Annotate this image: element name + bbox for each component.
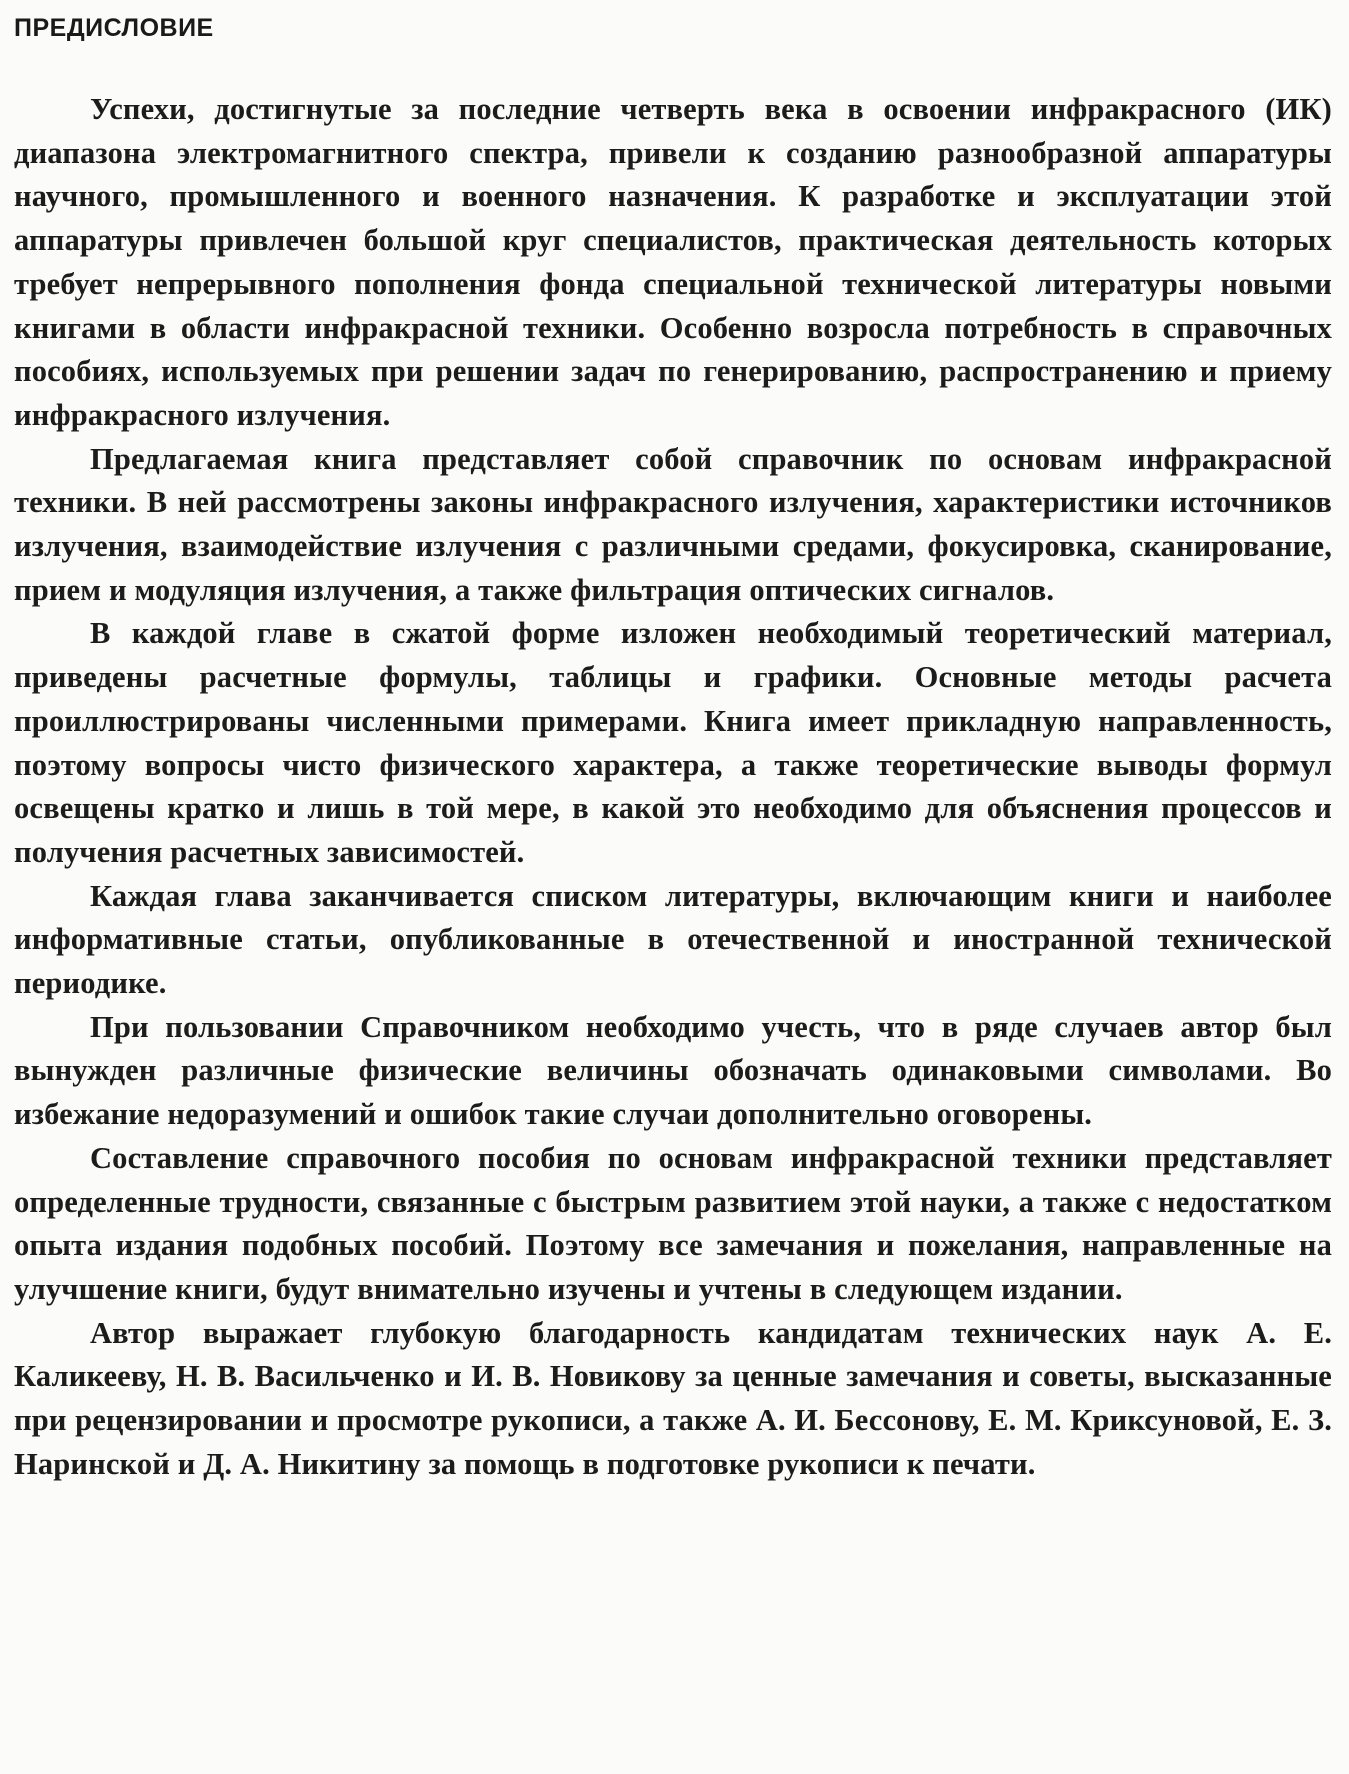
paragraph: Успехи, достигнутые за последние четверть века в освоении инфракрасного (ИК) диапазона электромагнитного спектра, привели к созданию разнообразной аппаратуры научного, промышленного и военного назначения. К разработке и эксплуатации этой аппаратуры привлечен большой круг специалистов, практическая деятельность которых требует непрерывного пополнения фонда специальной технической литературы новыми книгами в области инфракрасной техники. Особенно возросла потребность в справочных пособиях, используемых при решении задач по генерированию, распространению и приему инфракрасного излучения. xyxy=(14,92,1332,432)
paragraph: Каждая глава заканчивается списком литературы, включающим книги и наиболее информативные статьи, опубликованные в отечественной и иностранной технической периодике. xyxy=(14,878,1332,1001)
page-heading: ПРЕДИСЛОВИЕ xyxy=(14,14,214,42)
preface-body xyxy=(14,88,1332,1487)
paragraph: Составление справочного пособия по основам инфракрасной техники представляет определенные трудности, связанные с быстрым развитием этой науки, а также с недостатком опыта издания подобных пособий. Поэтому все замечания и пожелания, направленные на улучшение книги, будут внимательно изучены и учтены в следующем издании. xyxy=(14,1140,1332,1306)
paragraph: Автор выражает глубокую благодарность кандидатам технических наук А. Е. Каликееву, Н. В. Васильченко и И. В. Новикову за ценные замечания и советы, высказанные при рецензировании и просмотре рукописи, а также А. И. Бессонову, Е. М. Криксуновой, Е. З. Наринской и Д. А. Никитину за помощь в подготовке рукописи к печати. xyxy=(14,1315,1332,1481)
paragraph: В каждой главе в сжатой форме изложен необходимый теоретический материал, приведены расчетные формулы, таблицы и графики. Основные методы расчета проиллюстрированы численными примерами. Книга имеет прикладную направленность, поэтому вопросы чисто физического характера, а также теоретические выводы формул освещены кратко и лишь в той мере, в какой это необходимо для объяснения процессов и получения расчетных зависимостей. xyxy=(14,616,1332,869)
paragraph: При пользовании Справочником необходимо учесть, что в ряде случаев автор был вынужден различные физические величины обозначать одинаковыми символами. Во избежание недоразумений и ошибок такие случаи дополнительно оговорены. xyxy=(14,1009,1332,1132)
paragraph: Предлагаемая книга представляет собой справочник по основам инфракрасной техники. В ней рассмотрены законы инфракрасного излучения, характеристики источников излучения, взаимодействие излучения с различными средами, фокусировка, сканирование, прием и модуляция излучения, а также фильтрация оптических сигналов. xyxy=(14,441,1332,607)
